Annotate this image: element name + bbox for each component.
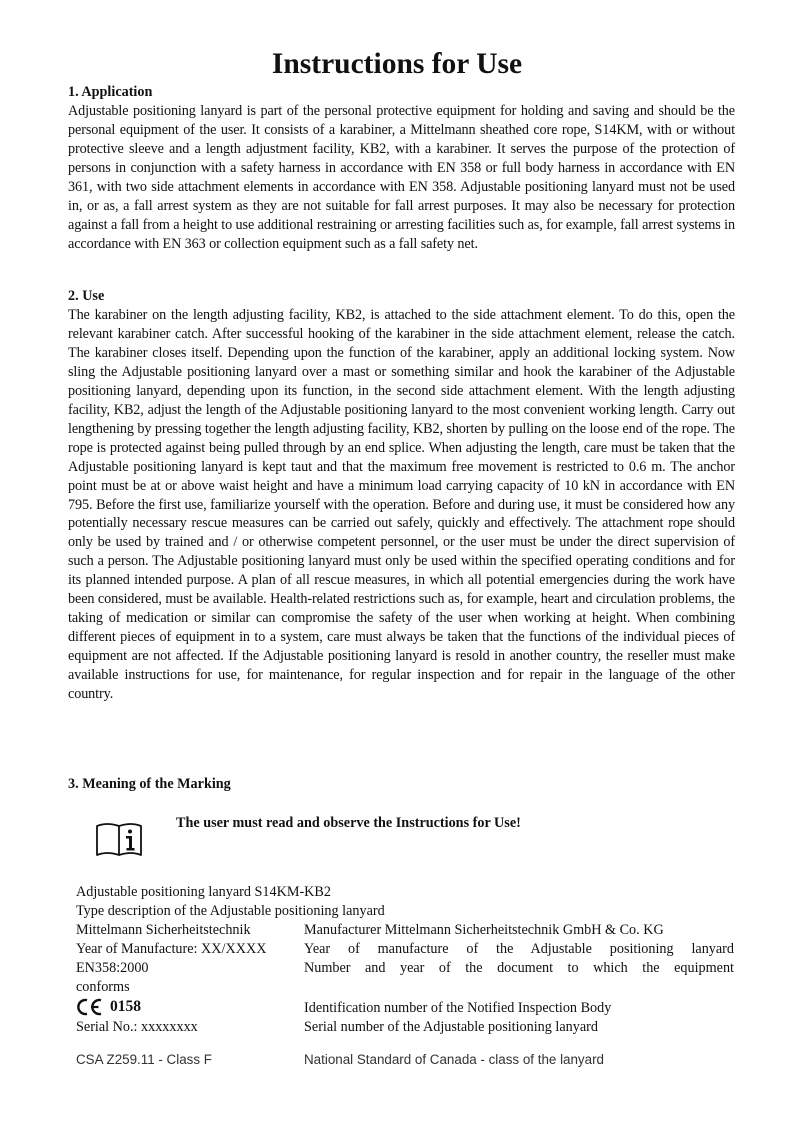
- section-heading-marking: 3. Meaning of the Marking: [68, 776, 231, 792]
- year-of-manufacture-marking: Year of Manufacture: XX/XXXX: [76, 941, 267, 957]
- standard-description-continued: conforms: [76, 979, 130, 995]
- must-read-notice: The user must read and observe the Instructions for Use!: [176, 815, 521, 831]
- notified-body-description: Identification number of the Notified Inspection Body: [304, 1000, 612, 1016]
- serial-number-marking: Serial No.: xxxxxxxx: [76, 1019, 198, 1035]
- page-title: Instructions for Use: [271, 48, 523, 80]
- book-info-icon: [95, 822, 143, 858]
- product-designation: Adjustable positioning lanyard S14KM-KB2: [76, 884, 331, 900]
- manufacturer-description: Manufacturer Mittelmann Sicherheitstechnik GmbH & Co. KG: [304, 922, 664, 938]
- csa-class-description: National Standard of Canada - class of the lanyard: [304, 1052, 604, 1067]
- manufacturer-marking: Mittelmann Sicherheitstechnik: [76, 922, 251, 938]
- application-paragraph: Adjustable positioning lanyard is part of the personal protective equipment for holding and saving and should be the personal equipment of the user. It consists of a karabiner, a Mittelmann sheathed core rope, S14KM, with or without protective sleeve and a length adjustment facility, KB2, with a karabiner. It serves the purpose of the protection of persons in conjunction with a safety harness in accordance with EN 358 or full body harness in accordance with EN 361, with two side attachment elements in accordance with EN 358. Adjustable positioning lanyard must not be used in, or as, a fall arrest system as they are not suitable for fall arrest purposes. It may also be necessary for protection against a fall from a height to use additional restraining or arresting facilities such as, for example, fall arrest systems in accordance with EN 363 or collection equipment such as a fall safety net.: [68, 103, 735, 252]
- serial-number-description: Serial number of the Adjustable positioning lanyard: [304, 1019, 598, 1035]
- year-of-manufacture-description: Year of manufacture of the Adjustable positioning lanyard: [304, 941, 734, 957]
- use-paragraph: The karabiner on the length adjusting facility, KB2, is attached to the side attachment element. To do this, open the relevant karabiner catch. After successful hooking of the karabiner in the side attachment element, release the catch. The karabiner closes itself. Depending upon the function of the karabiner, apply an additional locking system. Now sling the Adjustable positioning lanyard over a mast or something similar and hook the karabiner of the Adjustable positioning lanyard, depending upon its function, in the second side attachment element. With the length adjusting facility, KB2, adjust the length of the Adjustable positioning lanyard to the most convenient working length. Carry out lengthening by pressing together the length adjusting facility, KB2, shorten by pulling on the loose end of the rope. The rope is protected against being pulled through by an end splice. When adjusting the length, care must be taken that the Adjustable positioning lanyard is kept taut and that the maximum free movement is restricted to 0.6 m. The anchor point must be at or above waist height and have a minimum load carrying capacity of 10 kN in accordance with EN 795. Before the first use, familiarize yourself with the operation. Before and during use, it must be considered how any potentially necessary rescue measures can be carried out safely, quickly and effectively. The attachment rope should only be used by trained and / or otherwise competent personnel, or the user must be under the direct supervision of such a person. The Adjustable positioning lanyard must only be used within the specified operating conditions and for its planned intended purpose. A plan of all rescue measures, in which all potential emergencies during the work have been considered, must be available. Health-related restrictions such as, for example, heart and circulation problems, the taking of medication or similar can compromise the safety of the user when working at height. When combining different pieces of equipment in to a system, care must always be taken that the functions of the individual pieces of equipment are not affected. If the Adjustable positioning lanyard is resold in another country, the reseller must make available instructions for use, for maintenance, for regular inspection and for repair in the language of the other country.: [68, 307, 735, 703]
- notified-body-number: 0158: [110, 998, 141, 1015]
- product-designation-description: Type description of the Adjustable positioning lanyard: [76, 903, 385, 919]
- standard-marking: EN358:2000: [76, 960, 149, 976]
- standard-description: Number and year of the document to which the equipment: [304, 960, 734, 976]
- csa-class-marking: CSA Z259.11 - Class F: [76, 1052, 212, 1067]
- section-heading-application: 1. Application: [68, 84, 153, 100]
- section-heading-use: 2. Use: [68, 288, 105, 304]
- ce-mark-icon: [76, 998, 104, 1016]
